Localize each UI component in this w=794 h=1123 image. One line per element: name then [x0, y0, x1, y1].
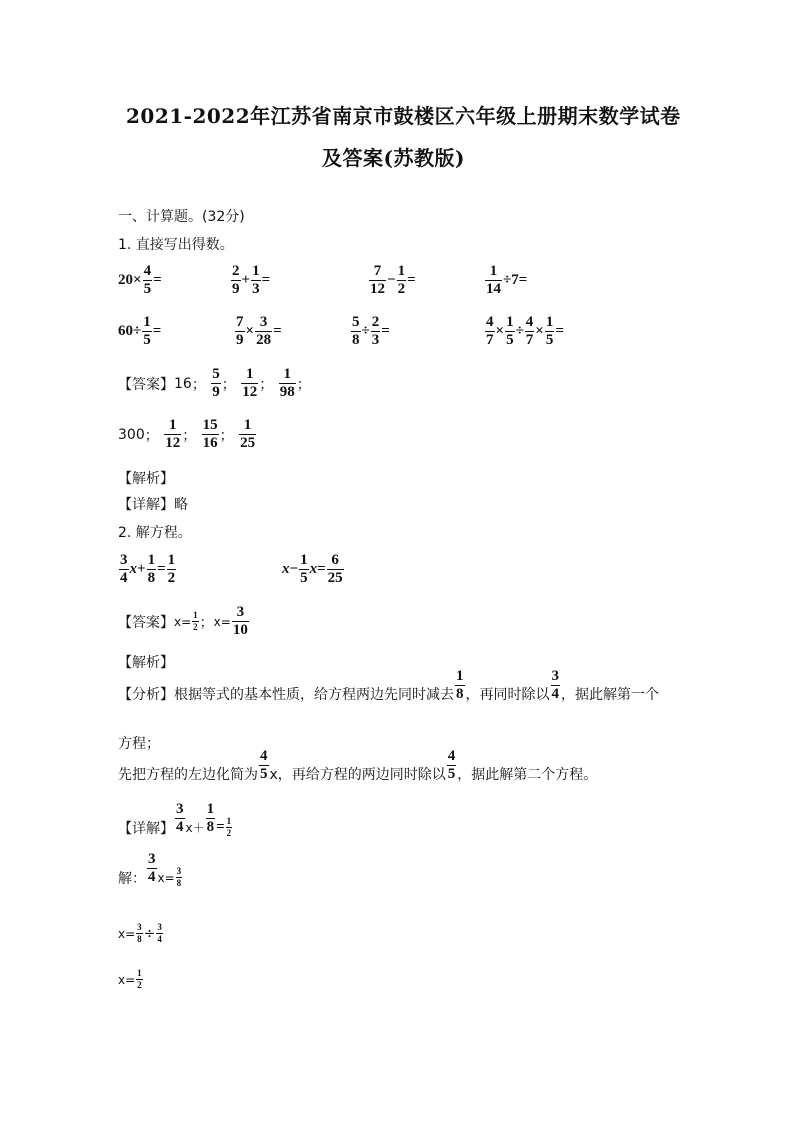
fraction: $\frac{1}{5}$ — [545, 314, 554, 348]
fraction: $\frac{1}{14}$ — [486, 263, 501, 297]
fraction: $\frac{3}{4}$ — [157, 922, 162, 944]
title-line-1: 2021-2022年江苏省南京市鼓楼区六年级上册期末数学试卷 — [126, 104, 681, 128]
q1-answer-line-1: 【答案】16； $\frac{5}{9}$ ； $\frac{1}{12}$ ； $\frac{1}{98}$ ； — [118, 366, 311, 400]
fraction: $\frac{3}{28}$ — [256, 314, 272, 348]
fraction: $\frac{1}{12}$ — [242, 366, 258, 400]
q1-r2-expr-4: $\frac{4}{7}$ × $\frac{1}{5}$ ÷ $\frac{4}{7}$ × $\frac{1}{5}$ = — [486, 314, 564, 348]
question-1-label: 1. 直接写出得数。 — [118, 237, 234, 253]
fraction: $\frac{3}{4}$ — [176, 801, 184, 835]
fraction: $\frac{3}{8}$ — [137, 922, 142, 944]
fraction: $\frac{5}{9}$ — [212, 366, 220, 400]
fraction: $\frac{1}{2}$ — [137, 968, 142, 990]
fraction: $\frac{5}{8}$ — [352, 314, 360, 348]
fraction: $\frac{1}{2}$ — [226, 816, 232, 838]
fraction: $\frac{4}{5}$ — [260, 747, 268, 782]
fraction: $\frac{6}{25}$ — [327, 552, 343, 586]
fraction: $\frac{1}{2}$ — [193, 610, 198, 632]
fraction: $\frac{3}{8}$ — [176, 866, 182, 888]
q2-answer: 【答案】x= $\frac{1}{2}$ ；x= $\frac{3}{10}$ — [118, 604, 248, 638]
fraction: $\frac{1}{5}$ — [506, 314, 514, 348]
fraction: $\frac{1}{5}$ — [300, 552, 308, 586]
fraction: $\frac{3}{4}$ — [551, 667, 559, 702]
q2-analysis-line-2: 方程； — [118, 736, 160, 752]
q2-analysis-label: 【解析】 — [118, 655, 174, 671]
title-line-2: 及答案(苏教版) — [322, 146, 465, 170]
q1-r1-expr-4: $\frac{1}{14}$ ÷7= — [486, 263, 528, 297]
fraction: $\frac{1}{98}$ — [279, 366, 295, 400]
q2-detail-line-4: x= $\frac{1}{2}$ — [118, 968, 142, 990]
q1-r2-expr-2: $\frac{7}{9}$ × $\frac{3}{28}$ = — [236, 314, 282, 348]
fraction: $\frac{7}{9}$ — [236, 314, 244, 348]
fraction: $\frac{2}{9}$ — [232, 263, 240, 297]
fraction: $\frac{1}{12}$ — [165, 417, 181, 451]
q1-r1-expr-2: $\frac{2}{9}$ + $\frac{1}{3}$ = — [232, 263, 271, 297]
fraction: $\frac{4}{7}$ — [525, 314, 534, 348]
fraction: $\frac{1}{3}$ — [252, 263, 260, 297]
q1-r1-expr-1: 20× $\frac{4}{5}$ = — [118, 263, 162, 297]
q1-answer-line-2: 300； $\frac{1}{12}$ ； $\frac{15}{16}$ ； $\frac{1}{25}$ — [118, 417, 256, 451]
fraction: $\frac{1}{2}$ — [167, 552, 176, 586]
q1-r1-expr-3: $\frac{7}{12}$ − $\frac{1}{2}$ = — [370, 263, 416, 297]
fraction: $\frac{3}{4}$ — [120, 552, 128, 586]
fraction: $\frac{15}{16}$ — [202, 417, 218, 451]
fraction: $\frac{1}{5}$ — [143, 314, 151, 348]
q2-detail-line-3: x= $\frac{3}{8}$ ÷ $\frac{3}{4}$ — [118, 922, 162, 944]
q2-equation-2: x− $\frac{1}{5}$ x= $\frac{6}{25}$ — [282, 552, 343, 586]
question-2-label: 2. 解方程。 — [118, 525, 192, 541]
fraction: $\frac{3}{10}$ — [232, 604, 248, 638]
fraction: $\frac{4}{7}$ — [486, 314, 494, 348]
fraction: $\frac{4}{5}$ — [447, 747, 456, 782]
q2-analysis-line-3: 先把方程的左边化简为 $\frac{4}{5}$ x，再给方程的两边同时除以 $\frac{4}{5}$ ，据此解第二个方程。 — [118, 747, 598, 783]
q2-analysis-line-1: 【分析】根据等式的基本性质，给方程两边先同时减去 $\frac{1}{8}$ ，再同时除以 $\frac{3}{4}$ ，据此解第一个 — [118, 667, 659, 703]
q2-detail-line-2: 解： $\frac{3}{4}$ x= $\frac{3}{8}$ — [118, 851, 182, 888]
fraction: $\frac{1}{8}$ — [147, 552, 156, 586]
fraction: $\frac{1}{8}$ — [456, 667, 464, 702]
fraction: $\frac{1}{2}$ — [397, 263, 406, 297]
q1-analysis-label: 【解析】 — [118, 471, 174, 487]
q1-detail: 【详解】略 — [118, 497, 188, 513]
fraction: $\frac{1}{25}$ — [240, 417, 256, 451]
q1-r2-expr-1: 60÷ $\frac{1}{5}$ = — [118, 314, 162, 348]
fraction: $\frac{2}{3}$ — [371, 314, 380, 348]
q2-detail-line-1: 【详解】 $\frac{3}{4}$ x＋ $\frac{1}{8}$ = $\frac{1}{2}$ — [118, 801, 232, 838]
fraction: $\frac{4}{5}$ — [143, 263, 152, 297]
fraction: $\frac{7}{12}$ — [370, 263, 385, 297]
q2-equation-1: $\frac{3}{4}$ x+ $\frac{1}{8}$ = $\frac{1}{2}$ — [120, 552, 176, 586]
section-heading: 一、计算题。(32分) — [118, 209, 245, 225]
fraction: $\frac{1}{8}$ — [206, 801, 215, 835]
q1-r2-expr-3: $\frac{5}{8}$ ÷ $\frac{2}{3}$ = — [352, 314, 390, 348]
fraction: $\frac{3}{4}$ — [148, 851, 156, 885]
